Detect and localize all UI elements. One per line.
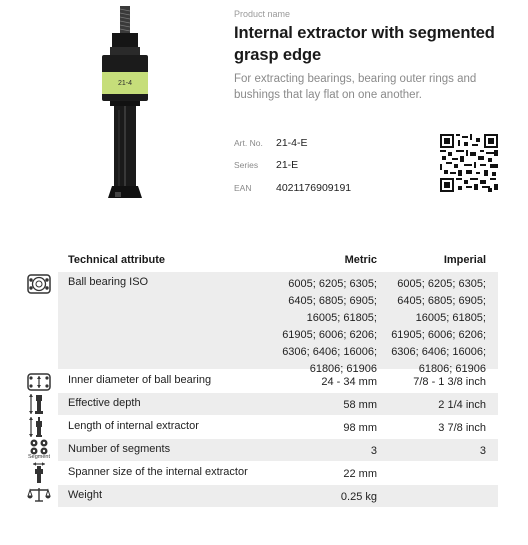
- product-subtitle: For extracting bearings, bearing outer rings and bushings that lay flat on one another.: [234, 73, 477, 101]
- spec-imperial-value: 7/8 - 1 3/8 inch: [413, 376, 486, 388]
- spec-row-extractor-length: [58, 416, 498, 438]
- inner-diameter-icon: [27, 373, 51, 391]
- spec-attribute: Length of internal extractor: [68, 420, 199, 432]
- spec-attribute: Number of segments: [68, 443, 171, 455]
- series-value: 21-E: [276, 159, 299, 171]
- spec-row-ball-bearing-iso: [58, 272, 498, 375]
- spec-row-number-of-segments: [58, 439, 498, 461]
- spec-metric-value: 24 - 34 mm: [321, 376, 377, 388]
- spec-imperial-value: 6005; 6205; 6305; 6405; 6805; 6905; 16005; 61805; 61905; 6006; 6206; 6306; 6406; 16006; 61806; 61906: [391, 278, 486, 375]
- spec-attribute: Effective depth: [68, 397, 141, 409]
- spec-metric-value: 0.25 kg: [340, 491, 377, 503]
- spec-metric-value: 3: [370, 445, 377, 457]
- header-metric: Metric: [344, 254, 377, 266]
- spec-imperial-value: 3 7/8 inch: [438, 422, 486, 434]
- spec-row-spanner-size: [58, 462, 498, 484]
- spec-row-effective-depth: [58, 393, 498, 415]
- extractor-length-icon: [27, 416, 51, 438]
- product-image: [90, 6, 160, 202]
- spec-attribute: Weight: [68, 489, 103, 501]
- spec-attribute: Ball bearing ISO: [68, 276, 149, 288]
- spec-attribute: Inner diameter of ball bearing: [68, 374, 212, 386]
- product-label-text: 21-4: [117, 80, 133, 87]
- segments-icon: [27, 439, 51, 460]
- product-title: Internal extractor with segmented grasp edge: [234, 24, 495, 64]
- spec-metric-value: 22 mm: [343, 468, 377, 480]
- header-technical-attribute: Technical attribute: [68, 254, 165, 266]
- spec-imperial-value: 2 1/4 inch: [438, 399, 486, 411]
- spec-table-header: [58, 250, 498, 270]
- effective-depth-icon: [27, 393, 51, 415]
- weight-scale-icon: [27, 487, 51, 503]
- internal-extractor-product-photo: [90, 6, 160, 202]
- qr-code-icon[interactable]: [440, 134, 498, 192]
- spec-imperial-value: 3: [479, 445, 486, 457]
- spanner-size-icon: [27, 462, 51, 484]
- ball-bearing-icon: [27, 274, 51, 294]
- product-name-label: Product name: [234, 9, 291, 19]
- spec-attribute: Spanner size of the internal extractor: [68, 466, 248, 478]
- spec-metric-value: 58 mm: [343, 399, 377, 411]
- spec-row-weight: [58, 485, 498, 507]
- segments-icon-caption: Segment: [27, 454, 50, 460]
- art-no-value: 21-4-E: [276, 137, 308, 149]
- spec-metric-value: 6005; 6205; 6305; 6405; 6805; 6905; 16005; 61805; 61905; 6006; 6206; 6306; 6406; 16006; 61806; 61906: [282, 278, 377, 375]
- spec-metric-value: 98 mm: [343, 422, 377, 434]
- spec-row-inner-diameter: [58, 370, 498, 392]
- art-no-label: Art. No.: [234, 138, 263, 148]
- header-imperial: Imperial: [443, 254, 486, 266]
- ean-value: 4021176909191: [276, 182, 352, 194]
- ean-label: EAN: [234, 183, 252, 193]
- series-label: Series: [234, 160, 259, 170]
